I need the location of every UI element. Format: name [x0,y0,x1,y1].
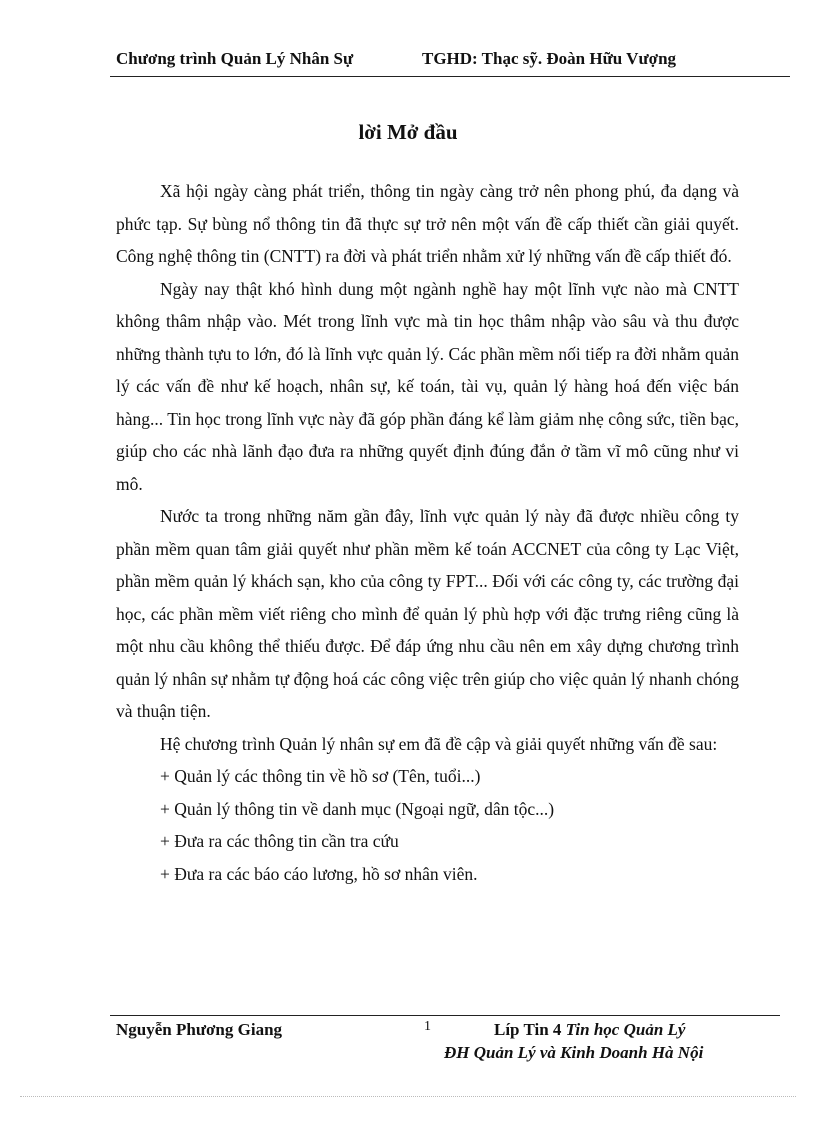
footer-school: ĐH Quản Lý và Kinh Doanh Hà Nội [444,1043,704,1062]
list-item: + Quản lý các thông tin về hồ sơ (Tên, tuổi...) [160,766,481,786]
header-program-title: Chương trình Quản Lý Nhân Sự [116,49,354,68]
page-title: lời Mở đầu [358,120,458,144]
footer-divider [110,1015,780,1016]
footer-class-major: Tin học Quản Lý [565,1020,686,1039]
feature-list [116,760,739,890]
paragraph: Nước ta trong những năm gần đây, lĩnh vực quản lý này đã được nhiều công ty phần mềm quan tâm giải quyết như phần mềm kế toán ACCNET của công ty Lạc Việt, phần mềm quản lý khách sạn, kho của công ty FPT... Đối với các công ty, các trường đại học, các phần mềm viết riêng cho mình để quản lý phù hợp với đặc trưng riêng cũng là một nhu cầu không thể thiếu được. Để đáp ứng nhu cầu nên em xây dựng chương trình quản lý nhân sự nhằm tự động hoá các công việc trên giúp cho việc quản lý nhanh chóng và thuận tiện. [116,506,739,721]
footer-class-prefix: Líp Tin 4 [494,1020,566,1039]
page-header [116,49,796,73]
list-item: + Đưa ra các báo cáo lương, hồ sơ nhân viên. [160,863,478,884]
page-bottom-border [20,1096,796,1097]
paragraph: Ngày nay thật khó hình dung một ngành nghề hay một lĩnh vực nào mà CNTT không thâm nhập vào. Mét trong lĩnh vực mà tin học thâm nhập vào sâu và thu được những thành tựu to lớn, đó là lĩnh vực quản lý. Các phần mềm nối tiếp ra đời nhằm quản lý các vấn đề như kế hoạch, nhân sự, kế toán, tài vụ, quản lý hàng hoá đến việc bán hàng... Tin học trong lĩnh vực này đã góp phần đáng kể làm giảm nhẹ công sức, tiền bạc, giúp cho các nhà lãnh đạo đưa ra những quyết định đúng đắn ở tầm vĩ mô cũng như vi mô. [116,278,739,494]
page-number: 1 [424,1019,431,1034]
paragraph: Hệ chương trình Quản lý nhân sự em đã đề cập và giải quyết những vấn đề sau: [160,733,718,754]
header-advisor: TGHD: Thạc sỹ. Đoàn Hữu Vượng [422,49,677,68]
list-item: + Đưa ra các thông tin cần tra cứu [160,831,399,851]
paragraph: Xã hội ngày càng phát triển, thông tin ngày càng trở nên phong phú, đa dạng và phức tạp. Sự bùng nổ thông tin đã thực sự trở nên một vấn đề cấp thiết cần giải quyết. Công nghệ thông tin (CNTT) ra đời và phát triển nhằm xử lý những vấn đề cấp thiết đó. [116,181,739,266]
header-divider [110,76,790,77]
document-body [116,175,739,890]
footer-author: Nguyễn Phương Giang [116,1020,283,1039]
list-item: + Quản lý thông tin về danh mục (Ngoại ngữ, dân tộc...) [160,798,555,819]
footer-class [494,1020,685,1040]
